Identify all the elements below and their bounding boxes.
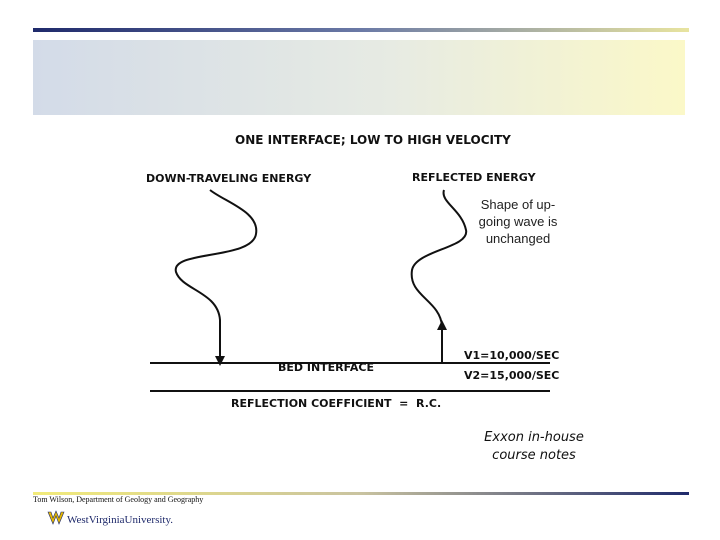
diagram-title: ONE INTERFACE; LOW TO HIGH VELOCITY [235,133,511,147]
source-credit: Exxon in-house course notes [484,430,584,463]
bed-interface-label: BED INTERFACE [278,361,374,374]
wave-diagram [140,120,580,420]
logo-word-west: West [67,514,89,526]
logo-word-university: University. [124,514,174,526]
up-arrow-head [437,320,447,330]
reflected-wave [412,190,467,362]
reflection-coefficient-label: REFLECTION COEFFICIENT = R.C. [231,397,442,410]
reflected-energy-label: REFLECTED ENERGY [412,171,536,184]
footer-author: Tom Wilson, Department of Geology and Geography [33,495,204,504]
down-traveling-label: DOWN-TRAVELING ENERGY [146,172,312,185]
callout-text: Shape of up-going wave is unchanged [478,197,558,246]
wvu-logo [46,508,176,530]
v2-label: V2=15,000/SEC [464,369,560,382]
top-rule [33,28,689,32]
logo-word-virginia: Virginia [88,514,125,526]
title-band [33,40,685,115]
svg-text:WestVirginiaUniversity. [67,514,173,526]
down-traveling-wave [176,190,257,362]
v1-label: V1=10,000/SEC [464,349,560,362]
down-arrow-head [215,356,225,366]
wvu-flying-wv-icon [48,511,64,524]
